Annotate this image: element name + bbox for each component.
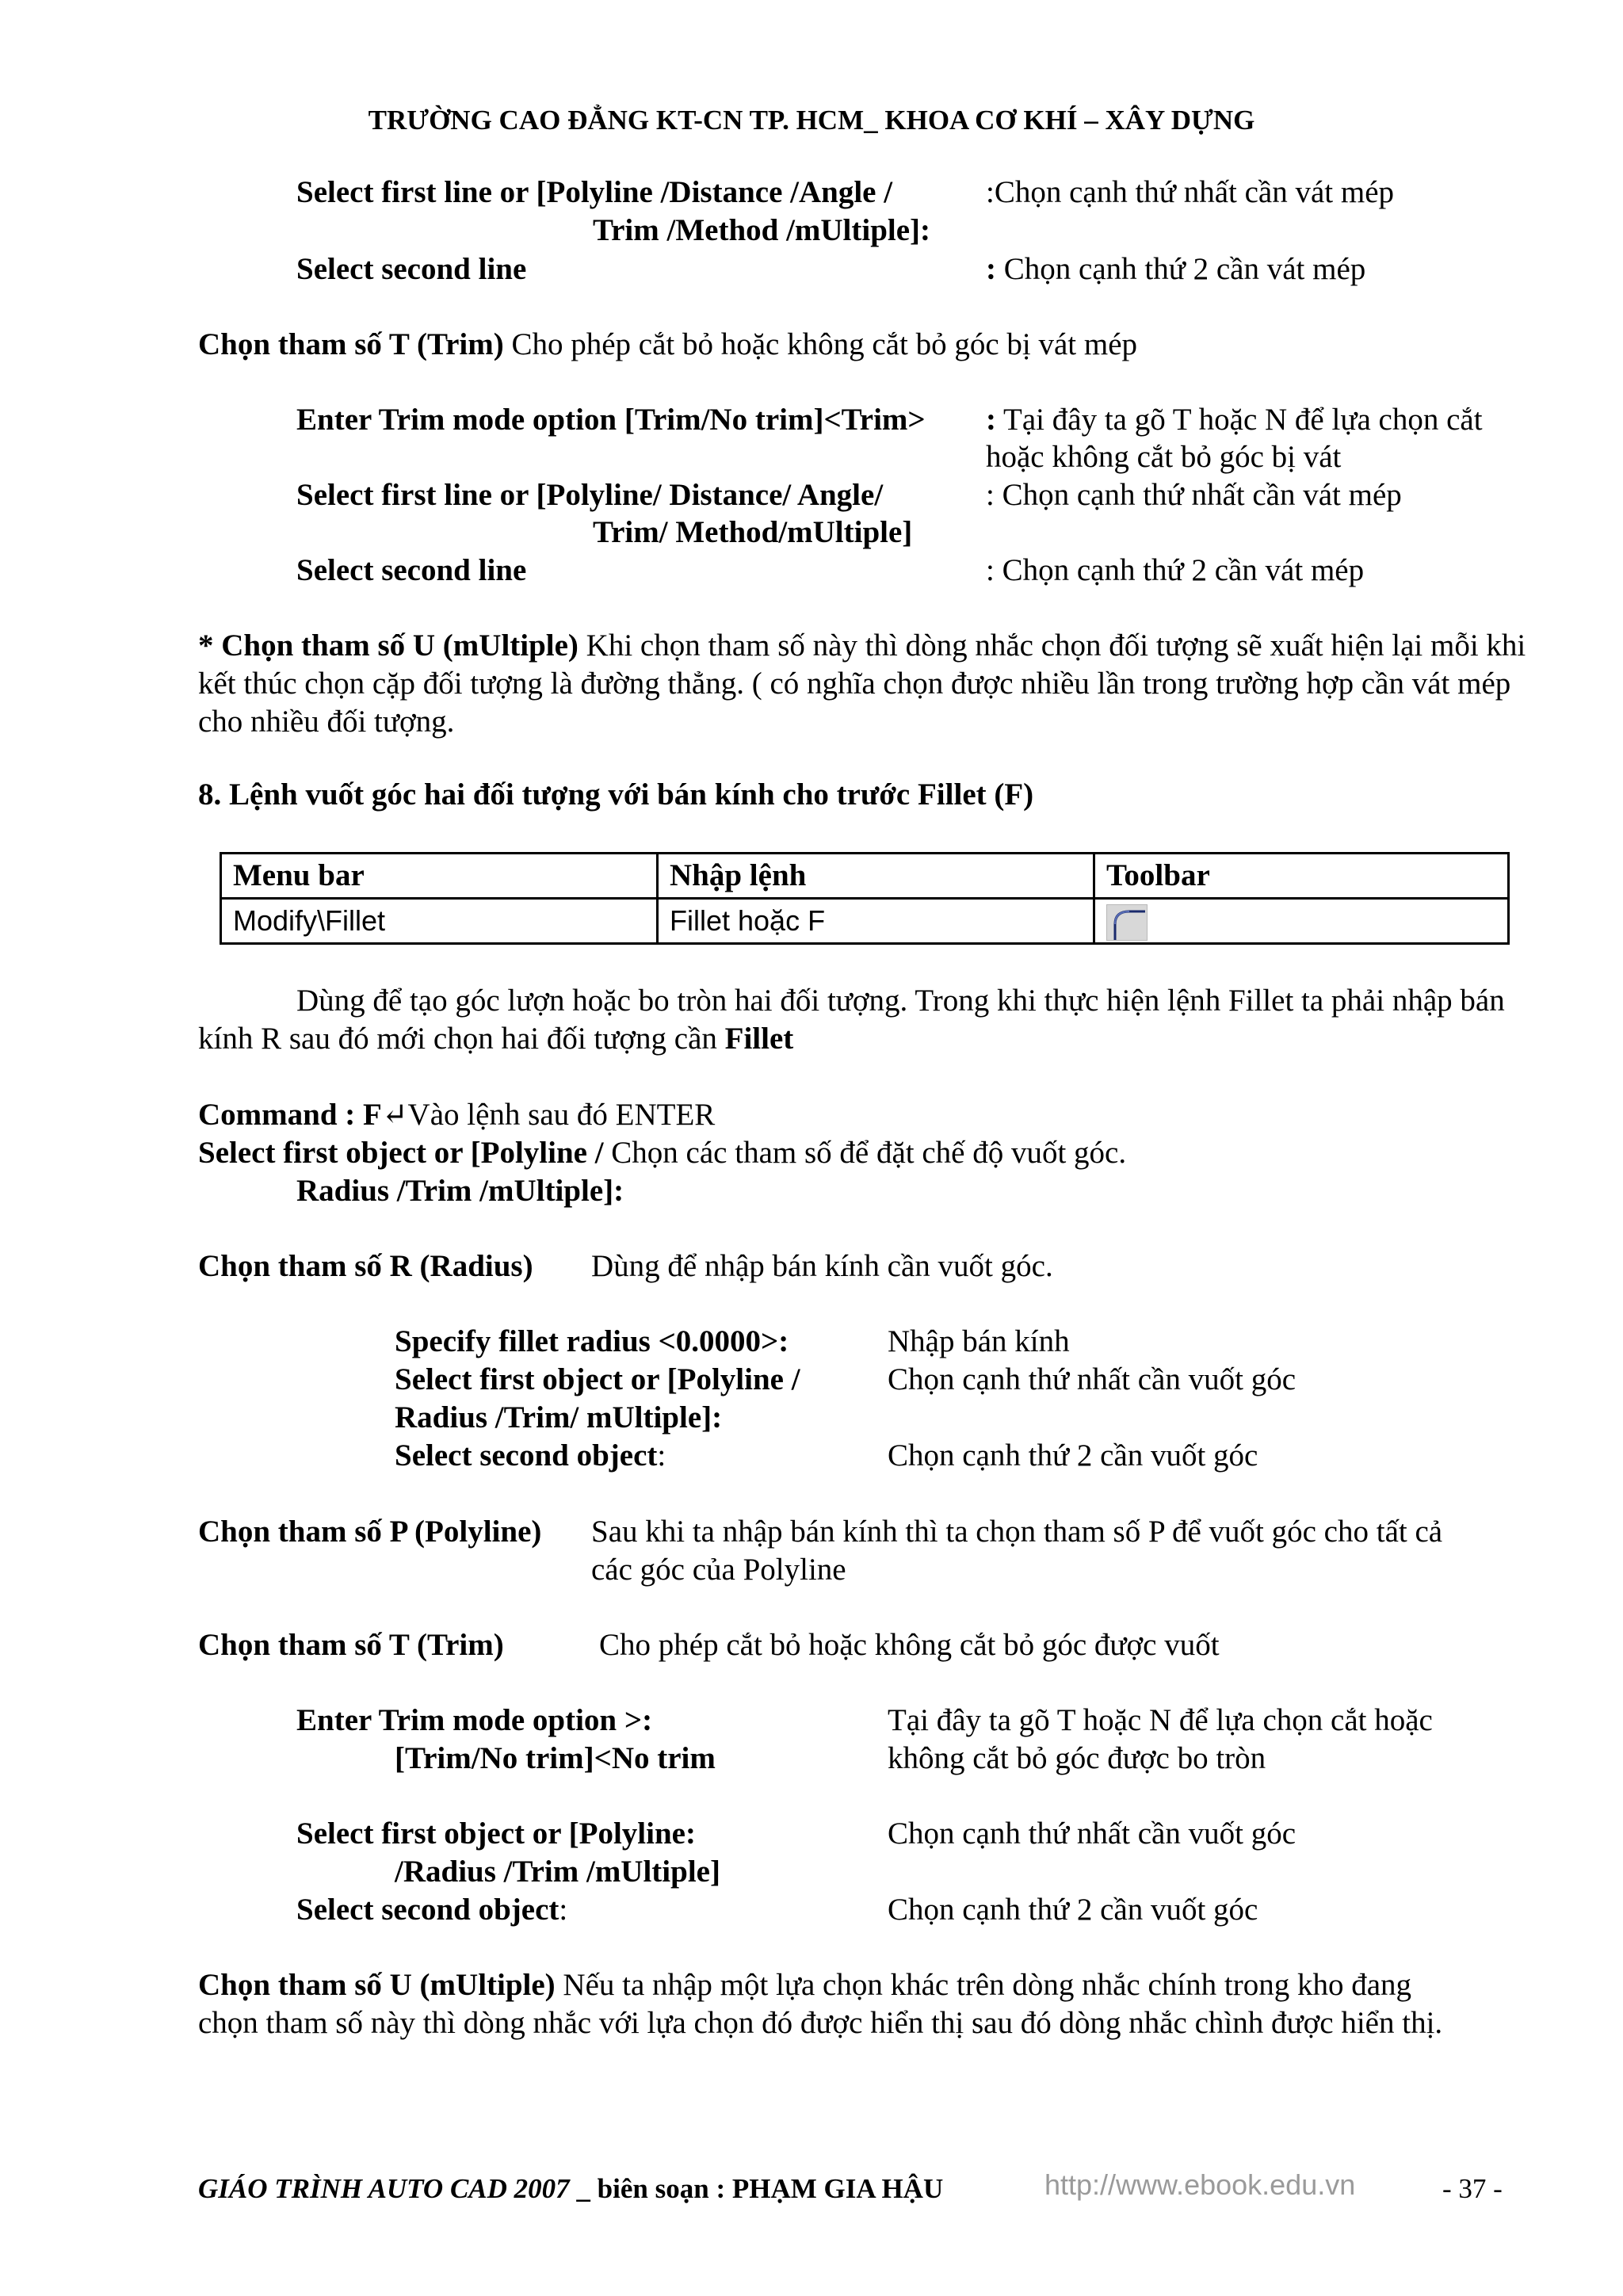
trim-param2-label: Chọn tham số T (Trim) <box>198 1628 504 1662</box>
trim2-row-cmd: Select second object: <box>296 1893 568 1927</box>
trim2-row-desc: Chọn cạnh thứ 2 cần vuốt góc <box>888 1893 1258 1927</box>
trim2-row-desc: không cắt bỏ góc được bo tròn <box>888 1741 1266 1775</box>
table-cell: Modify\Fillet <box>221 899 658 944</box>
trim2-row-cmd: /Radius /Trim /mUltiple] <box>395 1855 720 1889</box>
chamfer2-line3-cmd: Trim/ Method/mUltiple] <box>593 515 913 549</box>
table-row <box>221 899 1509 944</box>
footer-left: GIÁO TRÌNH AUTO CAD 2007 _ biên soạn : PHẠM GIA HẬU <box>198 2173 944 2204</box>
trim2-row-cmd: Select first object or [Polyline: <box>296 1817 696 1851</box>
radius-param-label: Chọn tham số R (Radius) <box>198 1249 533 1283</box>
polyline-param-text1: Sau khi ta nhập bán kính thì ta chọn tham số P để vuốt góc cho tất cả <box>591 1515 1443 1549</box>
fillet-command-line: Command : F↵Vào lệnh sau đó ENTER <box>198 1098 716 1132</box>
radius-row-cmd: Radius /Trim/ mUltiple]: <box>395 1400 723 1435</box>
footer-url[interactable]: http://www.ebook.edu.vn <box>1044 2168 1356 2201</box>
radius-row-desc: Chọn cạnh thứ 2 cần vuốt góc <box>888 1438 1258 1473</box>
chamfer1-line3-cmd: Select second line <box>296 252 527 286</box>
fillet-intro: Dùng để tạo góc lượn hoặc bo tròn hai đối tượng. Trong khi thực hiện lệnh Fillet ta phải nhập bán kính R sau đó mới chọn hai đối tượng cần Fillet <box>198 984 1505 1056</box>
chamfer1-line1-cmd: Select first line or [Polyline /Distance /Angle / <box>296 175 893 209</box>
chamfer1-line1-desc: :Chọn cạnh thứ nhất cần vát mép <box>986 175 1394 209</box>
trim2-row-cmd: [Trim/No trim]<No trim <box>395 1741 716 1775</box>
trim-param: Chọn tham số T (Trim) Cho phép cắt bỏ hoặc không cắt bỏ góc bị vát mép <box>198 327 1138 361</box>
fillet-select-line: Select first object or [Polyline / Chọn các tham số để đặt chế độ vuốt góc. <box>198 1136 1127 1170</box>
polyline-param-label: Chọn tham số P (Polyline) <box>198 1515 542 1549</box>
polyline-param-text2: các góc của Polyline <box>591 1553 846 1587</box>
trim2-row-desc: Chọn cạnh thứ nhất cần vuốt góc <box>888 1817 1296 1851</box>
chamfer2-line4-desc: : Chọn cạnh thứ 2 cần vát mép <box>986 553 1365 587</box>
trim-param2-text: Cho phép cắt bỏ hoặc không cắt bỏ góc được vuốt <box>599 1628 1220 1662</box>
table-header-row <box>221 854 1509 899</box>
trim2-row-cmd: Enter Trim mode option >: <box>296 1703 653 1737</box>
chamfer2-line2-cmd: Select first line or [Polyline/ Distance/ Angle/ <box>296 478 884 512</box>
table-header-cell: Nhập lệnh <box>658 854 1094 899</box>
fillet-select-line2: Radius /Trim /mUltiple]: <box>296 1174 624 1208</box>
radius-param-text: Dùng để nhập bán kính cần vuốt góc. <box>591 1249 1053 1283</box>
chamfer2-line1-cmd: Enter Trim mode option [Trim/No trim]<Trim> <box>296 403 926 437</box>
radius-row-cmd: Specify fillet radius <0.0000>: <box>395 1324 789 1358</box>
trim2-row-desc: Tại đây ta gõ T hoặc N để lựa chọn cắt hoặc <box>888 1703 1433 1737</box>
radius-row-desc: Chọn cạnh thứ nhất cần vuốt góc <box>888 1362 1296 1396</box>
page-number: - 37 - <box>1442 2173 1503 2204</box>
chamfer1-line2-cmd: Trim /Method /mUltiple]: <box>593 213 931 247</box>
chamfer2-line4-cmd: Select second line <box>296 553 527 587</box>
multiple-param2-line1: Chọn tham số U (mUltiple) Nếu ta nhập một lựa chọn khác trên dòng nhắc chính trong kho đang <box>198 1968 1412 2002</box>
page-header: TRƯỜNG CAO ĐẲNG KT-CN TP. HCM_ KHOA CƠ KHÍ – XÂY DỰNG <box>368 105 1255 136</box>
fillet-icon[interactable] <box>1106 904 1148 941</box>
chamfer2-line1-desc2: hoặc không cắt bỏ góc bị vát <box>986 440 1342 474</box>
command-table <box>220 852 1510 945</box>
chamfer2-line1-desc: : Tại đây ta gõ T hoặc N để lựa chọn cắt <box>986 403 1483 437</box>
multiple-param: * Chọn tham số U (mUltiple) Khi chọn tham số này thì dòng nhắc chọn đối tượng sẽ xuất hiện lại mỗi khi kết thúc chọn cặp đối tượng là đường thẳng. ( có nghĩa chọn được nhiều lần trong trường hợp cần vát mép cho nhiều đối tượng. <box>198 628 1526 739</box>
table-header-cell: Menu bar <box>221 854 658 899</box>
radius-row-cmd: Select first object or [Polyline / <box>395 1362 800 1396</box>
section8-title: 8. Lệnh vuốt góc hai đối tượng với bán kính cho trước Fillet (F) <box>198 777 1034 812</box>
radius-row-desc: Nhập bán kính <box>888 1324 1070 1358</box>
enter-key-icon: ↵ <box>381 1098 408 1132</box>
table-cell: Fillet hoặc F <box>658 899 1094 944</box>
table-header-cell: Toolbar <box>1094 854 1509 899</box>
table-cell-toolbar <box>1094 899 1509 944</box>
multiple-param2-line2: chọn tham số này thì dòng nhắc với lựa chọn đó được hiển thị sau đó dòng nhắc chình được hiển thị. <box>198 2006 1443 2040</box>
chamfer2-line2-desc: : Chọn cạnh thứ nhất cần vát mép <box>986 478 1402 512</box>
radius-row-cmd: Select second object: <box>395 1438 666 1473</box>
chamfer1-line3-desc: : Chọn cạnh thứ 2 cần vát mép <box>986 252 1366 286</box>
